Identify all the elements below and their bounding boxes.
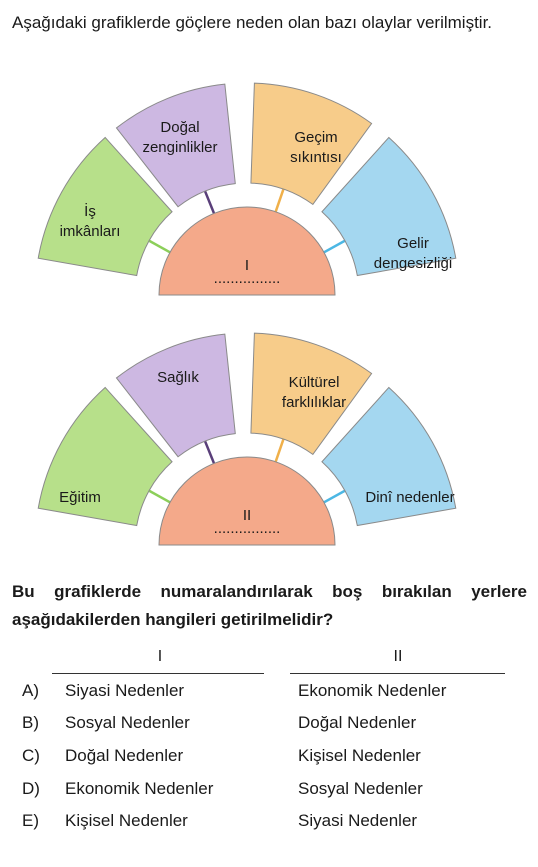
connector-green [146, 489, 172, 504]
segment-label-line: Eğitim [59, 489, 101, 506]
connector-purple [204, 437, 215, 465]
connector-orange [275, 435, 285, 463]
center-numeral: II [242, 507, 252, 524]
segment-label-line: farklılıklar [281, 394, 347, 411]
column-divider-2 [290, 673, 505, 674]
option-e-letter[interactable]: E) [22, 811, 39, 830]
segment-label-line: Doğal [160, 119, 200, 136]
intro-text: Aşağıdaki grafiklerde göçlere neden olan bazı olaylar verilmiştir. [12, 13, 493, 32]
option-c-letter[interactable]: C) [22, 746, 40, 765]
option-a-col2[interactable]: Ekonomik Nedenler [298, 681, 447, 700]
segment-label-line: imkânları [59, 223, 121, 240]
column-header-1: I [157, 648, 163, 665]
segment-label-line: Geçim [294, 129, 338, 146]
option-d-col1[interactable]: Ekonomik Nedenler [65, 779, 214, 798]
connector-green [146, 239, 172, 254]
connector-blue [322, 239, 348, 254]
option-b-col2[interactable]: Doğal Nedenler [298, 713, 417, 732]
segment-label-line: Gelir [397, 235, 429, 252]
segment-label-line: Sağlık [157, 369, 199, 386]
option-c-col1[interactable]: Doğal Nedenler [65, 746, 184, 765]
segment-label-line: Dinî nedenler [365, 489, 455, 506]
column-header-2: II [393, 648, 403, 665]
option-b-letter[interactable]: B) [22, 713, 39, 732]
option-e-col1[interactable]: Kişisel Nedenler [65, 811, 188, 830]
column-divider-1 [52, 673, 264, 674]
connector-blue [322, 489, 348, 504]
option-d-letter[interactable]: D) [22, 779, 40, 798]
center-blank[interactable]: ................ [213, 520, 281, 537]
segment-label-line: zenginlikler [142, 139, 218, 156]
segment-label-purple [157, 369, 199, 386]
option-a-col1[interactable]: Siyasi Nedenler [65, 681, 185, 700]
option-c-col2[interactable]: Kişisel Nedenler [298, 746, 421, 765]
segment-label-line: sıkıntısı [290, 149, 342, 166]
segment-label-line: İş [84, 203, 96, 220]
option-e-col2[interactable]: Siyasi Nedenler [298, 811, 418, 830]
segment-label-line: dengesizliği [373, 255, 453, 272]
center-blank[interactable]: ................ [213, 270, 281, 287]
segment-label-line: Kültürel [288, 374, 340, 391]
option-b-col1[interactable]: Sosyal Nedenler [65, 713, 190, 732]
connector-orange [275, 185, 285, 213]
option-d-col2[interactable]: Sosyal Nedenler [298, 779, 423, 798]
connector-purple [204, 187, 215, 215]
option-a-letter[interactable]: A) [22, 681, 39, 700]
diagram-2 [0, 320, 538, 560]
segment-label-blue [365, 489, 454, 506]
question-text: Bu grafiklerde numaralandırılarak boş bırakılan yerlere aşağıdakilerden hangileri getirilmelidir? [12, 582, 527, 629]
center-numeral: I [244, 257, 250, 274]
segment-label-green [59, 489, 101, 506]
diagram-1 [0, 70, 538, 310]
